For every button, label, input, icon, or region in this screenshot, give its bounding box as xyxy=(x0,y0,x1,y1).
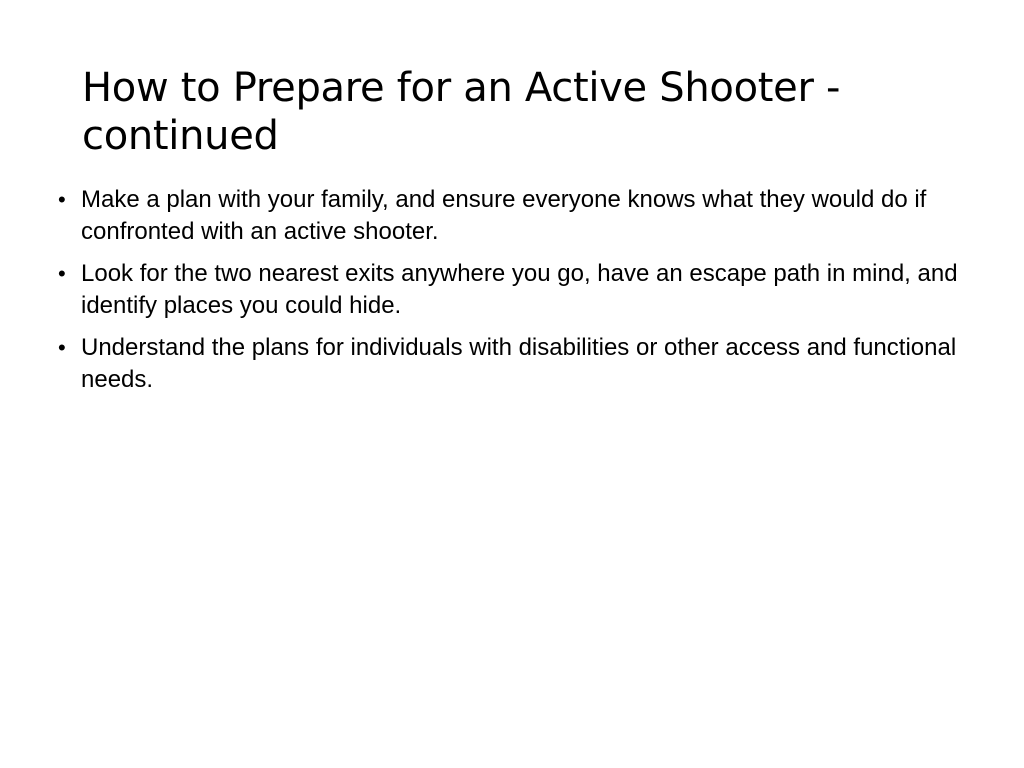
bullet-icon: • xyxy=(58,261,66,286)
bullet-text: Understand the plans for individuals with disabilities or other access and functional needs. xyxy=(81,334,957,393)
bullet-item xyxy=(58,184,978,248)
bullet-text: Make a plan with your family, and ensure everyone knows what they would do if confronted with an active shooter. xyxy=(81,186,927,245)
bullet-list xyxy=(58,184,978,406)
bullet-text: Look for the two nearest exits anywhere you go, have an escape path in mind, and identify places you could hide. xyxy=(81,260,958,319)
bullet-item xyxy=(58,332,978,396)
slide-title: How to Prepare for an Active Shooter - continued xyxy=(82,65,841,159)
bullet-icon: • xyxy=(58,187,66,212)
bullet-icon: • xyxy=(58,335,66,360)
bullet-item xyxy=(58,258,978,322)
